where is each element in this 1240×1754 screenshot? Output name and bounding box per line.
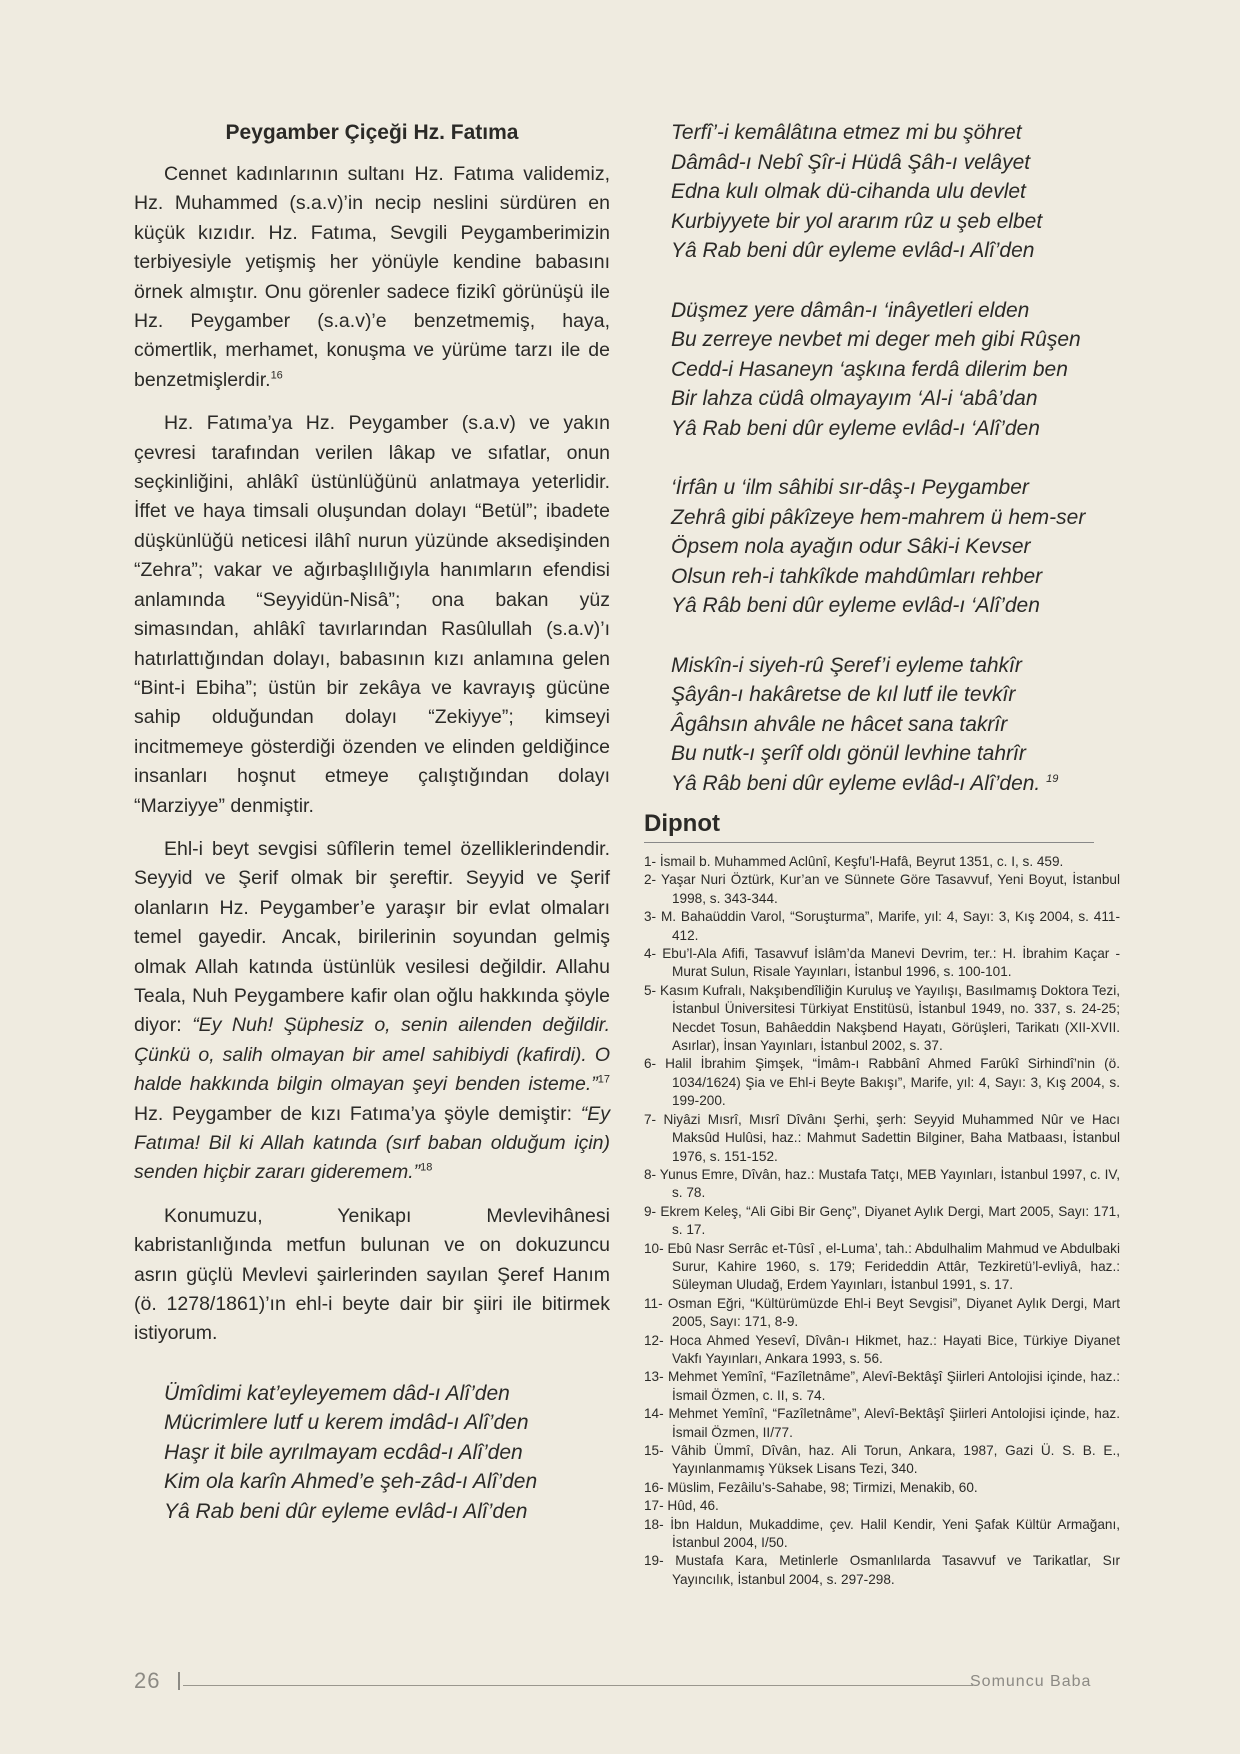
footnote-18: 18- İbn Haldun, Mukaddime, çev. Halil Kendir, Yeni Şafak Kültür Armağanı, İstanbul 2004, I/50. [644, 1516, 1120, 1551]
footnote-14: 14- Mehmet Yemînî, “Fazîletnâme”, Alevî-Bektâşî Şiirleri Antolojisi içinde, haz. İsmail Özmen, II/77. [644, 1406, 1120, 1440]
footnote-9: 9- Ekrem Keleş, “Ali Gibi Bir Genç”, Diyanet Aylık Dergi, Mart 2005, Sayı: 171, s. 17. [644, 1203, 1120, 1238]
magazine-name: Somuncu Baba [970, 1673, 1092, 1690]
paragraph-4: Konumuzu, Yenikapı Mevlevihânesi kabristanlığında metfun bulunan ve on dokuzuncu asrın güçlü Mevlevi şairlerinden sayılan Şeref Hanım (ö. 1278/1861)’ın ehl-i beyte dair bir şiiri ile bitirmek istiyorum. [134, 1204, 610, 1345]
quote-fatima: “Ey Fatıma! Bil ki Allah katında (sırf baban olduğum için) senden hiçbir zararı gideremem.” [134, 1102, 611, 1184]
paragraph-2: Hz. Fatıma’ya Hz. Peygamber (s.a.v) ve yakın çevresi tarafından verilen lâkap ve sıfatlar, onun seçkinliğini, ahlâkî üstünlüğünü anlatmaya yeterlidir. İffet ve haya timsali oluşundan dolayı “Betül”; ibadete düşkünlüğü neticesi ilâhî nurun yüzünde aksedişinden “Zehra”; vakar ve ağırbaşlılığıyla hanımların efendisi anlamında “Seyyidün-Nisâ”; ona bakan yüz simasından, ahlâkî tavırlarından Rasûlullah (s.a.v)’ı hatırlattığından dolayı, babasının kızı anlamına gelen “Bint-i Ebiha”; üstün bir zekâya ve kavrayış gücüne sahip olduğundan dolayı “Zekiyye”; kimseyi incitmemeye gösterdiği özenden ve elinden geldiğince insanları hoşnut etmeye çalıştığından dolayı “Marziyye” denmiştir. [134, 412, 610, 817]
poem-line: Âgâhsın ahvâle ne hâcet sana takrîr [671, 712, 1008, 736]
footnote-7: 7- Niyâzi Mısrî, Mısrî Dîvânı Şerhi, şerh: Seyyid Muhammed Nûr ve Hacı Maksûd Hulûsi, haz.: Mahmut Sadettin Bilginer, Baha Matbaası, İstanbul 1976, s. 151-152. [644, 1111, 1120, 1164]
footnote-17: 17- Hûd, 46. [644, 1498, 719, 1514]
article-title: Peygamber Çiçeği Hz. Fatıma [225, 121, 519, 144]
poem-line: Şâyân-ı hakâretse de kıl lutf ile tevkîr [671, 683, 1016, 706]
poem-stanza-1 [134, 1379, 610, 1527]
poem-line: Olsun reh-i tahkîkde mahdûmları rehber [671, 564, 1043, 588]
poem-line: Dâmâd-ı Nebî Şîr-i Hüdâ Şâh-ı velâyet [671, 150, 1031, 174]
poem-line: Bu nutk-ı şerîf oldı gönül levhine tahrîr [671, 742, 1026, 765]
footnote-6: 6- Halil İbrahim Şimşek, “İmâm-ı Rabbânî Ahmed Farûkî Sirhindî’nin (ö. 1034/1624) Şia ve Ehl-i Beyte Bakışı”, Marife, yıl: 4, Sayı: 3, Kış 2004, s. 199-200. [644, 1056, 1120, 1109]
poem-line: ‘İrfân u ‘ilm sâhibi sır-dâş-ı Peygamber [671, 476, 1029, 499]
poem-stanza-5 [644, 651, 1120, 799]
footnote-13: 13- Mehmet Yemînî, “Fazîletnâme”, Alevî-Bektâşî Şiirleri Antolojisi içinde, haz.: İsmail Özmen, c. II, s. 74. [644, 1369, 1120, 1403]
right-column [644, 118, 1120, 1589]
page-number: 26 [134, 1668, 161, 1693]
footnote-ref-19[interactable]: 19 [1046, 772, 1059, 785]
footnote-1: 1- İsmail b. Muhammed Aclûnî, Keşfu’l-Hafâ, Beyrut 1351, c. I, s. 459. [644, 854, 1064, 869]
poem-line: Yâ Rab beni dûr eyleme evlâd-ı ‘Alî’den [671, 416, 1040, 440]
poem-line: Düşmez yere dâmân-ı ‘inâyetleri elden [671, 298, 1030, 322]
footnote-15: 15- Vâhib Ümmî, Dîvân, haz. Ali Torun, Ankara, 1987, Gazi Ü. S. B. E., Yayınlanmamış Yüksek Lisans Tezi, 340. [644, 1443, 1120, 1477]
poem-line: Miskîn-i siyeh-rû Şeref’i eyleme tahkîr [671, 653, 1022, 677]
poem-line: Terfî’-i kemâlâtına etmez mi bu şöhret [671, 121, 1022, 144]
poem-line: Cedd-i Hasaneyn ‘aşkına ferdâ dilerim ben [671, 357, 1068, 381]
footnote-3: 3- M. Bahaüddin Varol, “Soruşturma”, Marife, yıl: 4, Sayı: 3, Kış 2004, s. 411-412. [644, 909, 1120, 943]
footer-rule [183, 1685, 973, 1686]
poem-line: Yâ Rab beni dûr eyleme evlâd-ı Alî’den [164, 1499, 528, 1523]
poem-line: Kurbiyyete bir yol ararım rûz u şeb elbet [671, 209, 1043, 233]
poem-line: Ümîdimi kat’eyleyemem dâd-ı Alî’den [164, 1381, 510, 1405]
footnote-10: 10- Ebû Nasr Serrâc et-Tûsî , el-Luma’, tah.: Abdulhalim Mahmud ve Abdulbaki Surur, Kahire 1960, s. 179; Ferideddin Attâr, Tezkiretü’l-evliyâ, haz.: Süleyman Uludağ, Erdem Yayınları, İstanbul 1991, s. 17. [644, 1240, 1120, 1293]
footnote-4: 4- Ebu’l-Ala Afifi, Tasavvuf İslâm’da Manevi Devrim, ter.: H. İbrahim Kaçar - Murat Sulun, Risale Yayınları, İstanbul 1996, s. 100-101. [644, 946, 1120, 980]
poem-line: Zehrâ gibi pâkîzeye hem-mahrem ü hem-ser [671, 505, 1086, 529]
quote-nuh: “Ey Nuh! Şüphesiz o, senin ailenden değildir. Çünkü o, salih olmayan bir amel sahibiydi (kafirdi). O halde hakkında bilgin olmayan şeyi benden isteme.” [134, 1014, 610, 1096]
footnote-11: 11- Osman Eğri, “Kültürümüzde Ehl-i Beyt Sevgisi”, Diyanet Aylık Dergi, Mart 2005, Sayı: 171, 8-9. [644, 1295, 1120, 1330]
left-column [134, 118, 610, 1556]
poem-stanza-3 [644, 296, 1120, 444]
poem-stanza-4 [644, 473, 1120, 621]
footnote-ref-18[interactable]: 18 [420, 1161, 433, 1174]
poem-stanza-2 [644, 118, 1120, 266]
paragraph-1: Cennet kadınlarının sultanı Hz. Fatıma validemiz, Hz. Muhammed (s.a.v)’in necip neslini sürdüren en küçük kızıdır. Hz. Fatıma, Sevgili Peygamberimizin terbiyesiyle yetişmiş her yönüyle kendine babasını örnek almıştır. Onu görenler sadece fizikî görünüşü ile Hz. Peygamber (s.a.v)’e benzetmemiş, haya, cömertlik, merhamet, konuşma ve yürüme tarzı ile de benzetmişlerdir.$^{16}$ [134, 163, 610, 391]
poem-line: Bu zerreye nevbet mi deger meh gibi Rûşen [671, 328, 1081, 351]
poem-line: Bir lahza cüdâ olmayayım ‘Al-i ‘abâ’dan [671, 387, 1038, 410]
footnote-12: 12- Hoca Ahmed Yesevî, Dîvân-ı Hikmet, haz.: Hayati Bice, Türkiye Diyanet Vakfı Yayınları, Ankara 1993, s. 56. [644, 1332, 1120, 1366]
dipnot-heading: Dipnot [644, 808, 1094, 843]
poem-line: Yâ Râb beni dûr eyleme evlâd-ı ‘Alî’den [671, 594, 1040, 617]
poem-line: Haşr it bile ayrılmayam ecdâd-ı Alî’den [164, 1440, 523, 1464]
footnote-2: 2- Yaşar Nuri Öztürk, Kur’an ve Sünnete Göre Tasavvuf, Yeni Boyut, İstanbul 1998, s. 343-344. [644, 872, 1120, 906]
poem-line: Mücrimlere lutf u kerem imdâd-ı Alî’den [164, 1411, 529, 1435]
page-number-divider [178, 1672, 180, 1690]
poem-line: Yâ Rab beni dûr eyleme evlâd-ı Alî’den [671, 239, 1035, 262]
footnote-19: 19- Mustafa Kara, Metinlerle Osmanlılarda Tasavvuf ve Tarikatlar, Sır Yayıncılık, İstanbul 2004, s. 297-298. [644, 1553, 1120, 1587]
footnote-ref-16[interactable]: 16 [270, 369, 283, 382]
footnote-16: 16- Müslim, Fezâilu’s-Sahabe, 98; Tirmizi, Menakib, 60. [644, 1479, 978, 1495]
footnote-5: 5- Kasım Kufralı, Nakşıbendîliğin Kuruluş ve Yayılışı, Basılmamış Doktora Tezi, İstanbul Üniversitesi Türkiyat Enstitüsü, İstanbul 1949, no. 337, s. 24-25; Necdet Tosun, Bahâeddin Nakşbend Hayatı, Görüşleri, Tarikatı (XII-XVII. Asırlar), İnsan Yayınları, İstanbul 2002, s. 37. [644, 982, 1120, 1054]
poem-line: Yâ Râb beni dûr eyleme evlâd-ı Alî’den. $^{19}$ [671, 771, 1059, 795]
footnote-ref-17[interactable]: 17 [597, 1073, 610, 1086]
footnote-8: 8- Yunus Emre, Dîvân, haz.: Mustafa Tatçı, MEB Yayınları, İstanbul 1997, c. IV, s. 78. [644, 1166, 1120, 1201]
paragraph-3: Ehl-i beyt sevgisi sûfîlerin temel özelliklerindendir. Seyyid ve Şerif olmak bir şereftir. Seyyid ve Şerif olanların Hz. Peygamber’e yaraşır bir evlat olmaları temel gayedir. Ancak, birilerinin soyundan gelmiş olmak Allah katında üstünlük vesilesi değildir. Allahu Teala, Nuh Peygambere kafir olan oğlu hakkında şöyle diyor: “Ey Nuh! Şüphesiz o, senin ailenden değildir. Çünkü o, salih olmayan bir amel sahibiydi (kafirdi). O halde hakkında bilgin olmayan şeyi benden isteme.”$^{17}$ Hz. Peygamber de kızı Fatıma’ya şöyle demiştir: “Ey Fatıma! Bil ki Allah katında (sırf baban olduğum için) senden hiçbir zararı gideremem.”$^{18}$ [134, 837, 611, 1184]
footnote-list [644, 853, 1120, 1589]
poem-line: Kim ola karîn Ahmed’e şeh-zâd-ı Alî’den [164, 1470, 538, 1494]
poem-line: Öpsem nola ayağın odur Sâki-i Kevser [671, 535, 1031, 558]
poem-line: Edna kulı olmak dü-cihanda ulu devlet [671, 180, 1026, 203]
